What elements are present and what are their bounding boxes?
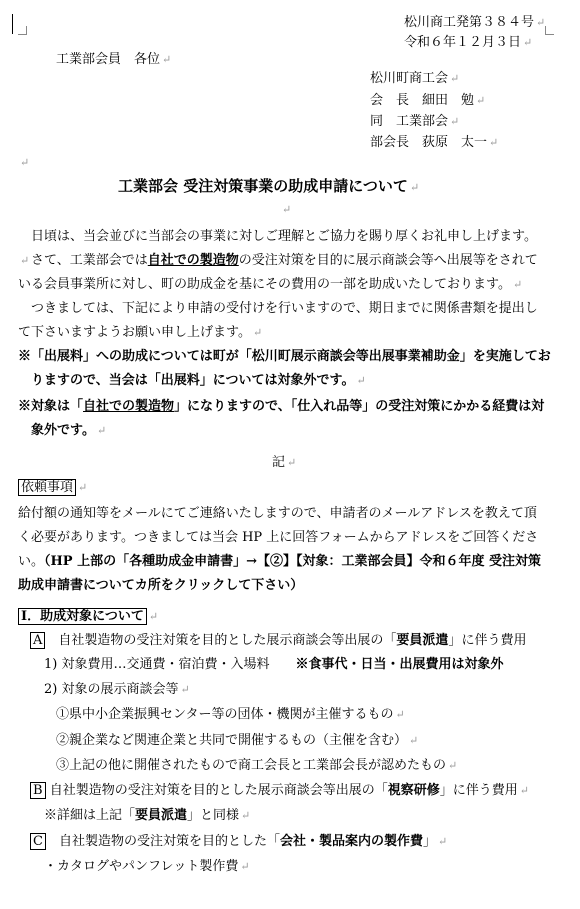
sender-dept: 同 工業部会 ↵ [370,114,460,129]
item-a-sub1: ①県中小企業振興センター等の団体・機関が主催するもの ↵ [56,707,405,722]
item-a: A 自社製造物の受注対策を目的とした展示商談会等出展の「要員派遣」に伴う費用 [30,633,526,649]
item-a-sub3: ③上記の他に開催されたもので商工会長と工業部会長が認めたもの ↵ [56,758,458,773]
page-title: 工業部会 受注対策事業の助成申請について ↵ [118,177,420,195]
item-a-label: A [30,632,45,649]
item-a-cost: 1) 対象費用…交通費・宿泊費・入場料 ※食事代・日当・出展費用は対象外 [44,657,504,672]
item-c: C 自社製造物の受注対策を目的とした「会社・製品案内の製作費」 ↵ [30,834,447,850]
item-c-label: C [30,833,46,850]
paragraph-mark: ↵ [20,156,30,169]
section1-heading: Ⅰ．助成対象について ↵ [18,609,158,625]
text-cursor [12,14,13,34]
sender-org: 松川町商工会 ↵ [370,71,460,86]
margin-mark [545,26,554,35]
sender-head: 部会長 荻原 太一 ↵ [370,135,499,150]
request-text: 給付額の通知等をメールにてご連絡いたしますので、申請者のメールアドレスを教えて頂く必要があります。つきましては当会 HP 上に回答フォームからアドレスをご回答ください。（HP 上部の「各種助成金申請書」→【②】【対象：工業部会員】令和６年度 受注対策助成申請書についてカ所をクリックして下さい） [18,506,542,593]
intro-paragraph: さて、工業部会では自社での製造物の受注対策を目的に展示商談会等へ出展等をされている会員事業所に対し、町の助成金を基にその費用の一部を助成いたしております。 ↵ [18,253,538,292]
ki-label: 記 ↵ [272,455,297,470]
margin-mark [18,26,27,35]
item-a-sub2: ②親企業など関連企業と共同で開催するもの（主催を含む） ↵ [56,733,419,748]
doc-date: 令和６年１２月３日 ↵ [404,35,533,50]
greeting-paragraph: 日頃は、当会並びに当部会の事業に対しご理解とご協力を賜り厚くお礼申し上げます。↵ [20,229,537,267]
note-target: ※対象は「自社での製造物」になりますので、「仕入れ品等」の受注対策にかかる経費は対象外です。 ↵ [18,399,545,438]
item-b: B 自社製造物の受注対策を目的とした展示商談会等出展の「視察研修」に伴う費用 ↵ [30,783,529,799]
item-b-label: B [30,782,46,799]
addressee: 工業部会員 各位 ↵ [56,52,172,67]
item-b-detail: ※詳細は上記「要員派遣」と同様 ↵ [44,808,251,823]
request-paragraph: つきましては、下記により申請の受付けを行いますので、期日までに関係書類を提出して下さいますようお願い申し上げます。 ↵ [18,301,538,340]
paragraph-mark: ↵ [282,203,292,216]
doc-number: 松川商工発第３８４号 ↵ [404,15,546,30]
request-heading: 依頼事項 ↵ [18,480,87,496]
item-a-events: 2) 対象の展示商談会等 ↵ [44,682,190,697]
sender-chair: 会 長 細田 勉 ↵ [370,93,486,108]
item-c-detail: ・カタログやパンフレット製作費 ↵ [44,859,250,874]
note-exhibit-fee: ※「出展料」への助成については町が「松川町展示商談会等出展事業補助金」を実施しておりますので、当会は「出展料」については対象外です。 ↵ [18,349,551,388]
